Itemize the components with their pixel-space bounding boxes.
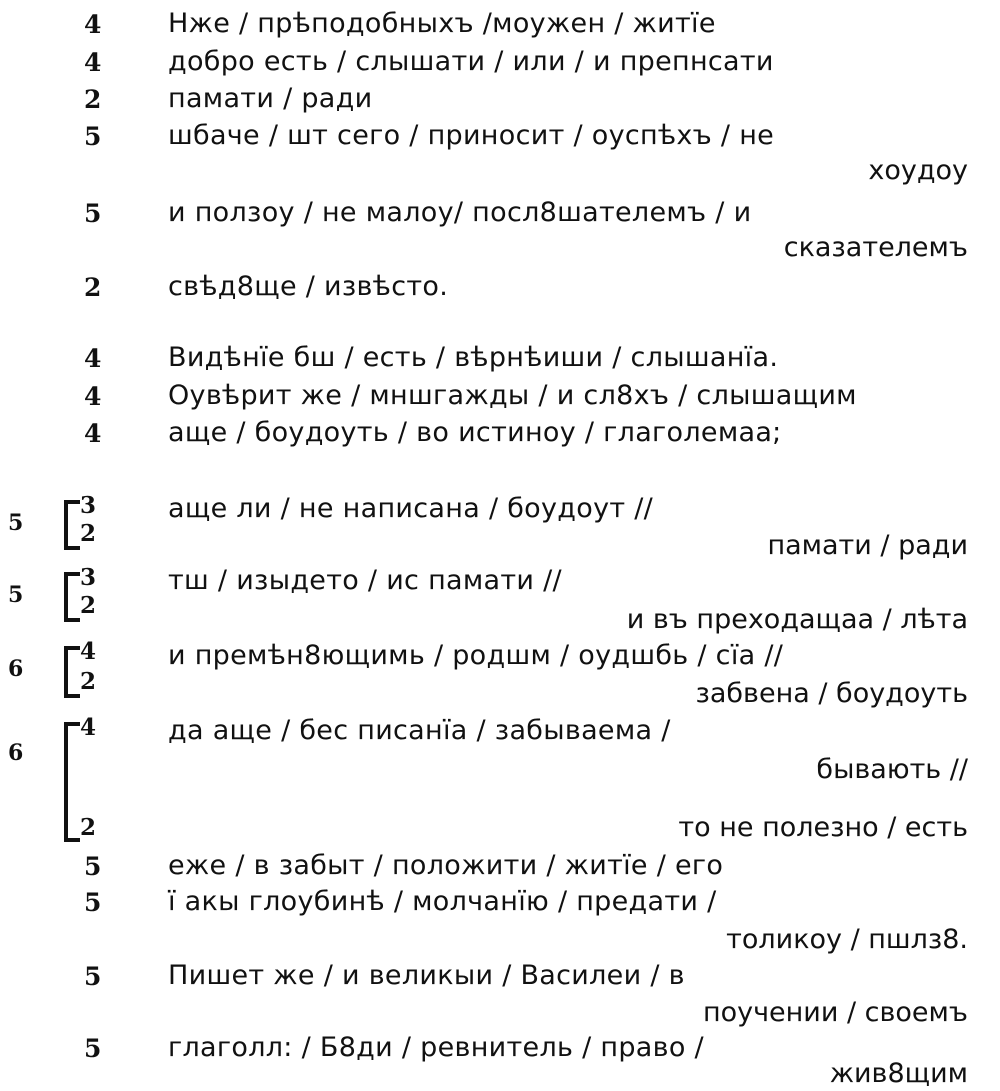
text-line: Видѣнїе бш / есть / вѣрнѣиши / слышанїа. [168,342,779,373]
text-line-continuation: хоудоу [868,155,968,186]
text-line-continuation: толикоу / пшлз8. [726,924,968,955]
syllable-count: 5 [84,852,102,881]
text-line-continuation: то не полезно / есть [678,812,968,843]
text-line-content: да аще / бес писанїа / забываема / [168,715,671,746]
text-line-continuation: памати / ради [767,530,968,561]
text-line: и премѣн8ющимь / родшм / оудшбь / сїа // [168,640,784,671]
bracket-bottom-number: 2 [80,592,97,619]
syllable-count: 4 [84,419,102,448]
syllable-count: 5 [84,888,102,917]
bracket-top-number: 4 [80,638,97,665]
text-line: и ползоу / не малоу/ посл8шателемъ / и [168,197,752,228]
text-line-continuation: и въ преходащаа / лѣта [626,604,968,635]
syllable-count: 5 [84,1034,102,1063]
text-line-continuation: сказателемъ [783,232,968,263]
text-line-continuation: жив8щим [829,1058,968,1089]
syllable-count: 5 [84,199,102,228]
text-line-continuation: бывають // [816,754,968,785]
syllable-count: 2 [84,85,102,114]
syllable-count: 4 [84,344,102,373]
text-line [168,715,963,747]
syllable-count: 5 [84,962,102,991]
text-line: шбаче / шт сего / приносит / оуспѣхъ / не [168,120,775,151]
bracket-top-number: 4 [80,714,97,741]
syllable-count: 4 [84,382,102,411]
syllable-count: 4 [84,48,102,77]
bracket-top-number: 3 [80,492,97,519]
syllable-count: 4 [84,10,102,39]
bracket-bottom-number: 2 [80,520,97,547]
bracket [64,572,80,622]
syllable-count: 5 [84,122,102,151]
bracket [64,722,80,842]
text-line: Пишет же / и великыи / Василеи / в [168,960,685,991]
syllable-count: 2 [84,273,102,302]
bracket-bottom-number: 2 [80,668,97,695]
text-line-continuation: забвена / боудоуть [695,678,968,709]
text-line: ї акы глоубинѣ / молчанїю / предати / [168,886,717,917]
text-line: еже / в забыт / положити / житїе / его [168,850,724,881]
bracket-top-number: 3 [80,564,97,591]
text-line: памати / ради [168,83,373,114]
text-line: добро есть / слышати / или / и препнсати [168,46,774,77]
outer-count: 6 [8,740,24,766]
outer-count: 5 [8,582,24,608]
text-line: глаголл: / Б8ди / ревнитель / право / [168,1032,704,1063]
outer-count: 5 [8,510,24,536]
text-line-continuation: поучении / своемъ [702,997,968,1028]
bracket [64,500,80,550]
bracket [64,646,80,698]
text-line: Оувѣрит же / мншгажды / и сл8хъ / слышащим [168,380,857,411]
text-line: Нже / прѣподобныхъ /моужен / житїе [168,8,716,39]
outer-count: 6 [8,656,24,682]
text-line: тш / изыдето / ис памати // [168,565,562,596]
text-line: аще / боудоуть / во истиноу / глаголемаа; [168,417,782,448]
text-line: аще ли / не написана / боудоут // [168,493,654,524]
text-line: свѣд8ще / извѣсто. [168,271,449,302]
bracket-bottom-number: 2 [80,814,97,841]
